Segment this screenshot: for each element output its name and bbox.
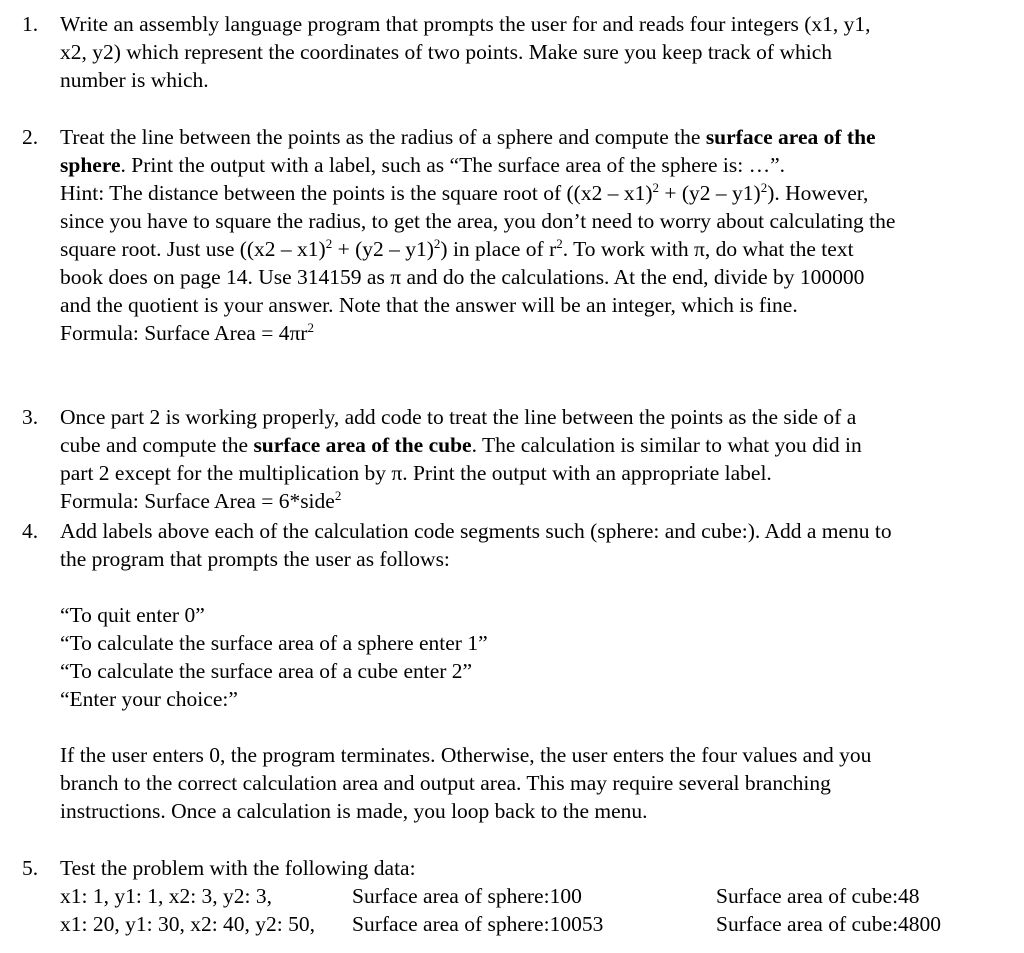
bold-run: sphere (60, 153, 121, 177)
text-line: Add labels above each of the calculation code segments such (sphere: and cube:). Add a menu to (60, 519, 892, 543)
item-body (60, 10, 1018, 94)
text-line (60, 431, 1018, 459)
test-data-row (60, 882, 1018, 910)
text-run: ). However, (767, 181, 869, 205)
superscript: 2 (652, 180, 659, 195)
text-line: instructions. Once a calculation is made, you loop back to the menu. (60, 799, 648, 823)
formula-line (60, 319, 1018, 347)
item-3 (22, 403, 1018, 515)
item-body (60, 403, 1018, 515)
menu-prompt-block (60, 601, 1018, 713)
test-data-row (60, 910, 1018, 938)
superscript: 2 (433, 236, 441, 251)
cube-result: Surface area of cube:48 (716, 884, 920, 908)
item-number: 2. (22, 125, 39, 149)
superscript: 2 (760, 180, 768, 195)
bold-run: surface area of the cube (253, 433, 472, 457)
item-body (60, 123, 1018, 347)
sphere-result: Surface area of sphere:100 (352, 884, 582, 908)
text-run: cube and compute the (60, 433, 254, 457)
text-run: . To work with π, do what the text (562, 237, 854, 261)
text-line: book does on page 14. Use 314159 as π and do the calculations. At the end, divide by 100000 (60, 265, 865, 289)
text-run: + (y2 – y1) (659, 181, 761, 205)
superscript: 2 (307, 320, 314, 335)
text-line: and the quotient is your answer. Note that the answer will be an integer, which is fine. (60, 293, 798, 317)
text-run: Hint: The distance between the points is the square root of ((x2 – x1) (60, 181, 653, 205)
text-line: number is which. (60, 68, 209, 92)
menu-line: “To calculate the surface area of a sphere enter 1” (60, 631, 488, 655)
superscript: 2 (556, 236, 563, 251)
text-run: ) in place of r (440, 237, 557, 261)
item-body (60, 854, 1018, 938)
text-line: Test the problem with the following data: (60, 856, 416, 880)
item-number: 5. (22, 856, 39, 880)
superscript: 2 (325, 236, 333, 251)
text-line (60, 179, 1018, 207)
text-run: Formula: Surface Area = 6*side (60, 489, 335, 513)
formula-line (60, 487, 1018, 515)
text-line: x2, y2) which represent the coordinates of two points. Make sure you keep track of which (60, 40, 832, 64)
item-number: 1. (22, 12, 39, 36)
text-run: . The calculation is similar to what you did in (471, 433, 862, 457)
text-run: . Print the output with a label, such as “The surface area of the sphere is: …”. (120, 153, 786, 177)
item-5 (22, 854, 1018, 938)
text-line: the program that prompts the user as follows: (60, 547, 450, 571)
item-body (60, 517, 1018, 825)
text-line (60, 151, 1018, 179)
text-line: If the user enters 0, the program terminates. Otherwise, the user enters the four values and you (60, 743, 872, 767)
menu-line: “Enter your choice:” (60, 687, 238, 711)
menu-line: “To calculate the surface area of a cube enter 2” (60, 659, 473, 683)
superscript: 2 (334, 488, 342, 503)
text-line: part 2 except for the multiplication by π. Print the output with an appropriate label. (60, 461, 772, 485)
text-line (60, 235, 1018, 263)
text-line: Once part 2 is working properly, add code to treat the line between the points as the side of a (60, 405, 857, 429)
item-number: 3. (22, 405, 39, 429)
text-run: Treat the line between the points as the radius of a sphere and compute the (60, 125, 706, 149)
text-line (60, 123, 1018, 151)
item-1 (22, 10, 1018, 94)
menu-line: “To quit enter 0” (60, 603, 205, 627)
text-line: since you have to square the radius, to get the area, you don’t need to worry about calculating the (60, 209, 896, 233)
text-run: Formula: Surface Area = 4πr (60, 321, 308, 345)
text-run: + (y2 – y1) (332, 237, 434, 261)
bold-run: surface area of the (705, 125, 876, 149)
text-run: square root. Just use ((x2 – x1) (60, 237, 326, 261)
item-number: 4. (22, 519, 39, 543)
item-4 (22, 517, 1018, 825)
test-input: x1: 20, y1: 30, x2: 40, y2: 50, (60, 912, 316, 936)
text-line: Write an assembly language program that prompts the user for and reads four integers (x1, y1, (60, 12, 871, 36)
text-line: branch to the correct calculation area and output area. This may require several branching (60, 771, 831, 795)
sphere-result: Surface area of sphere:10053 (352, 912, 604, 936)
test-input: x1: 1, y1: 1, x2: 3, y2: 3, (60, 884, 273, 908)
item-2 (22, 123, 1018, 347)
cube-result: Surface area of cube:4800 (716, 912, 942, 936)
